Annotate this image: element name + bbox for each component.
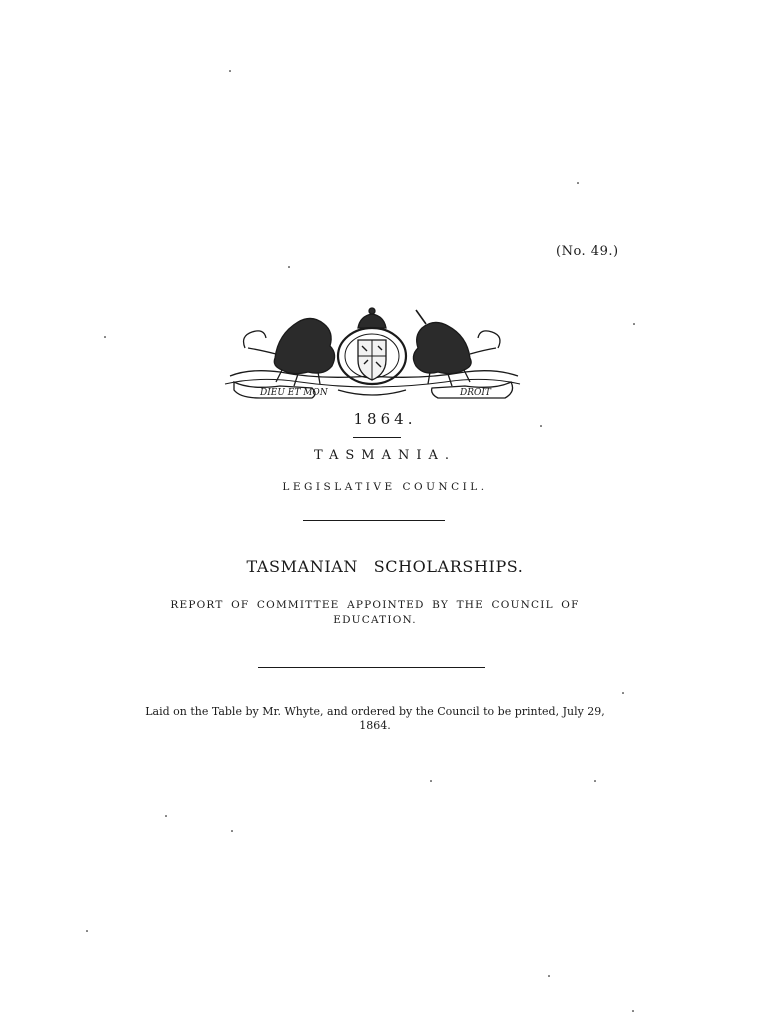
document-subtitle: REPORT OF COMMITTEE APPOINTED BY THE COUNCIL OF EDUCATION. xyxy=(170,599,580,626)
scan-speck xyxy=(540,425,542,427)
scan-speck xyxy=(288,266,290,268)
crest-motto-right: DROIT xyxy=(460,388,491,398)
scan-speck xyxy=(86,930,88,932)
document-year: 1864. xyxy=(353,410,417,428)
paper-number: (No. 49.) xyxy=(556,244,619,259)
year-divider xyxy=(353,437,401,438)
scan-speck xyxy=(594,780,596,782)
scan-speck xyxy=(622,692,624,694)
chamber-heading: LEGISLATIVE COUNCIL. xyxy=(282,481,488,493)
scan-speck xyxy=(229,70,231,72)
colony-heading: TASMANIA. xyxy=(314,448,456,463)
crest-motto-left: DIEU ET MON xyxy=(260,388,328,398)
scan-speck xyxy=(231,830,233,832)
royal-coat-of-arms-icon xyxy=(220,306,525,404)
scan-speck xyxy=(548,975,550,977)
laid-on-table-note: Laid on the Table by Mr. Whyte, and ordered by the Council to be printed, July 29, 1864. xyxy=(145,705,605,732)
scan-speck xyxy=(104,336,106,338)
subtitle-divider xyxy=(258,667,485,668)
document-title: TASMANIAN SCHOLARSHIPS. xyxy=(246,557,524,576)
scan-speck xyxy=(633,323,635,325)
scan-speck xyxy=(430,780,432,782)
scan-speck xyxy=(632,1010,634,1012)
heading-divider xyxy=(303,520,445,521)
scan-speck xyxy=(577,182,579,184)
scan-speck xyxy=(165,815,167,817)
